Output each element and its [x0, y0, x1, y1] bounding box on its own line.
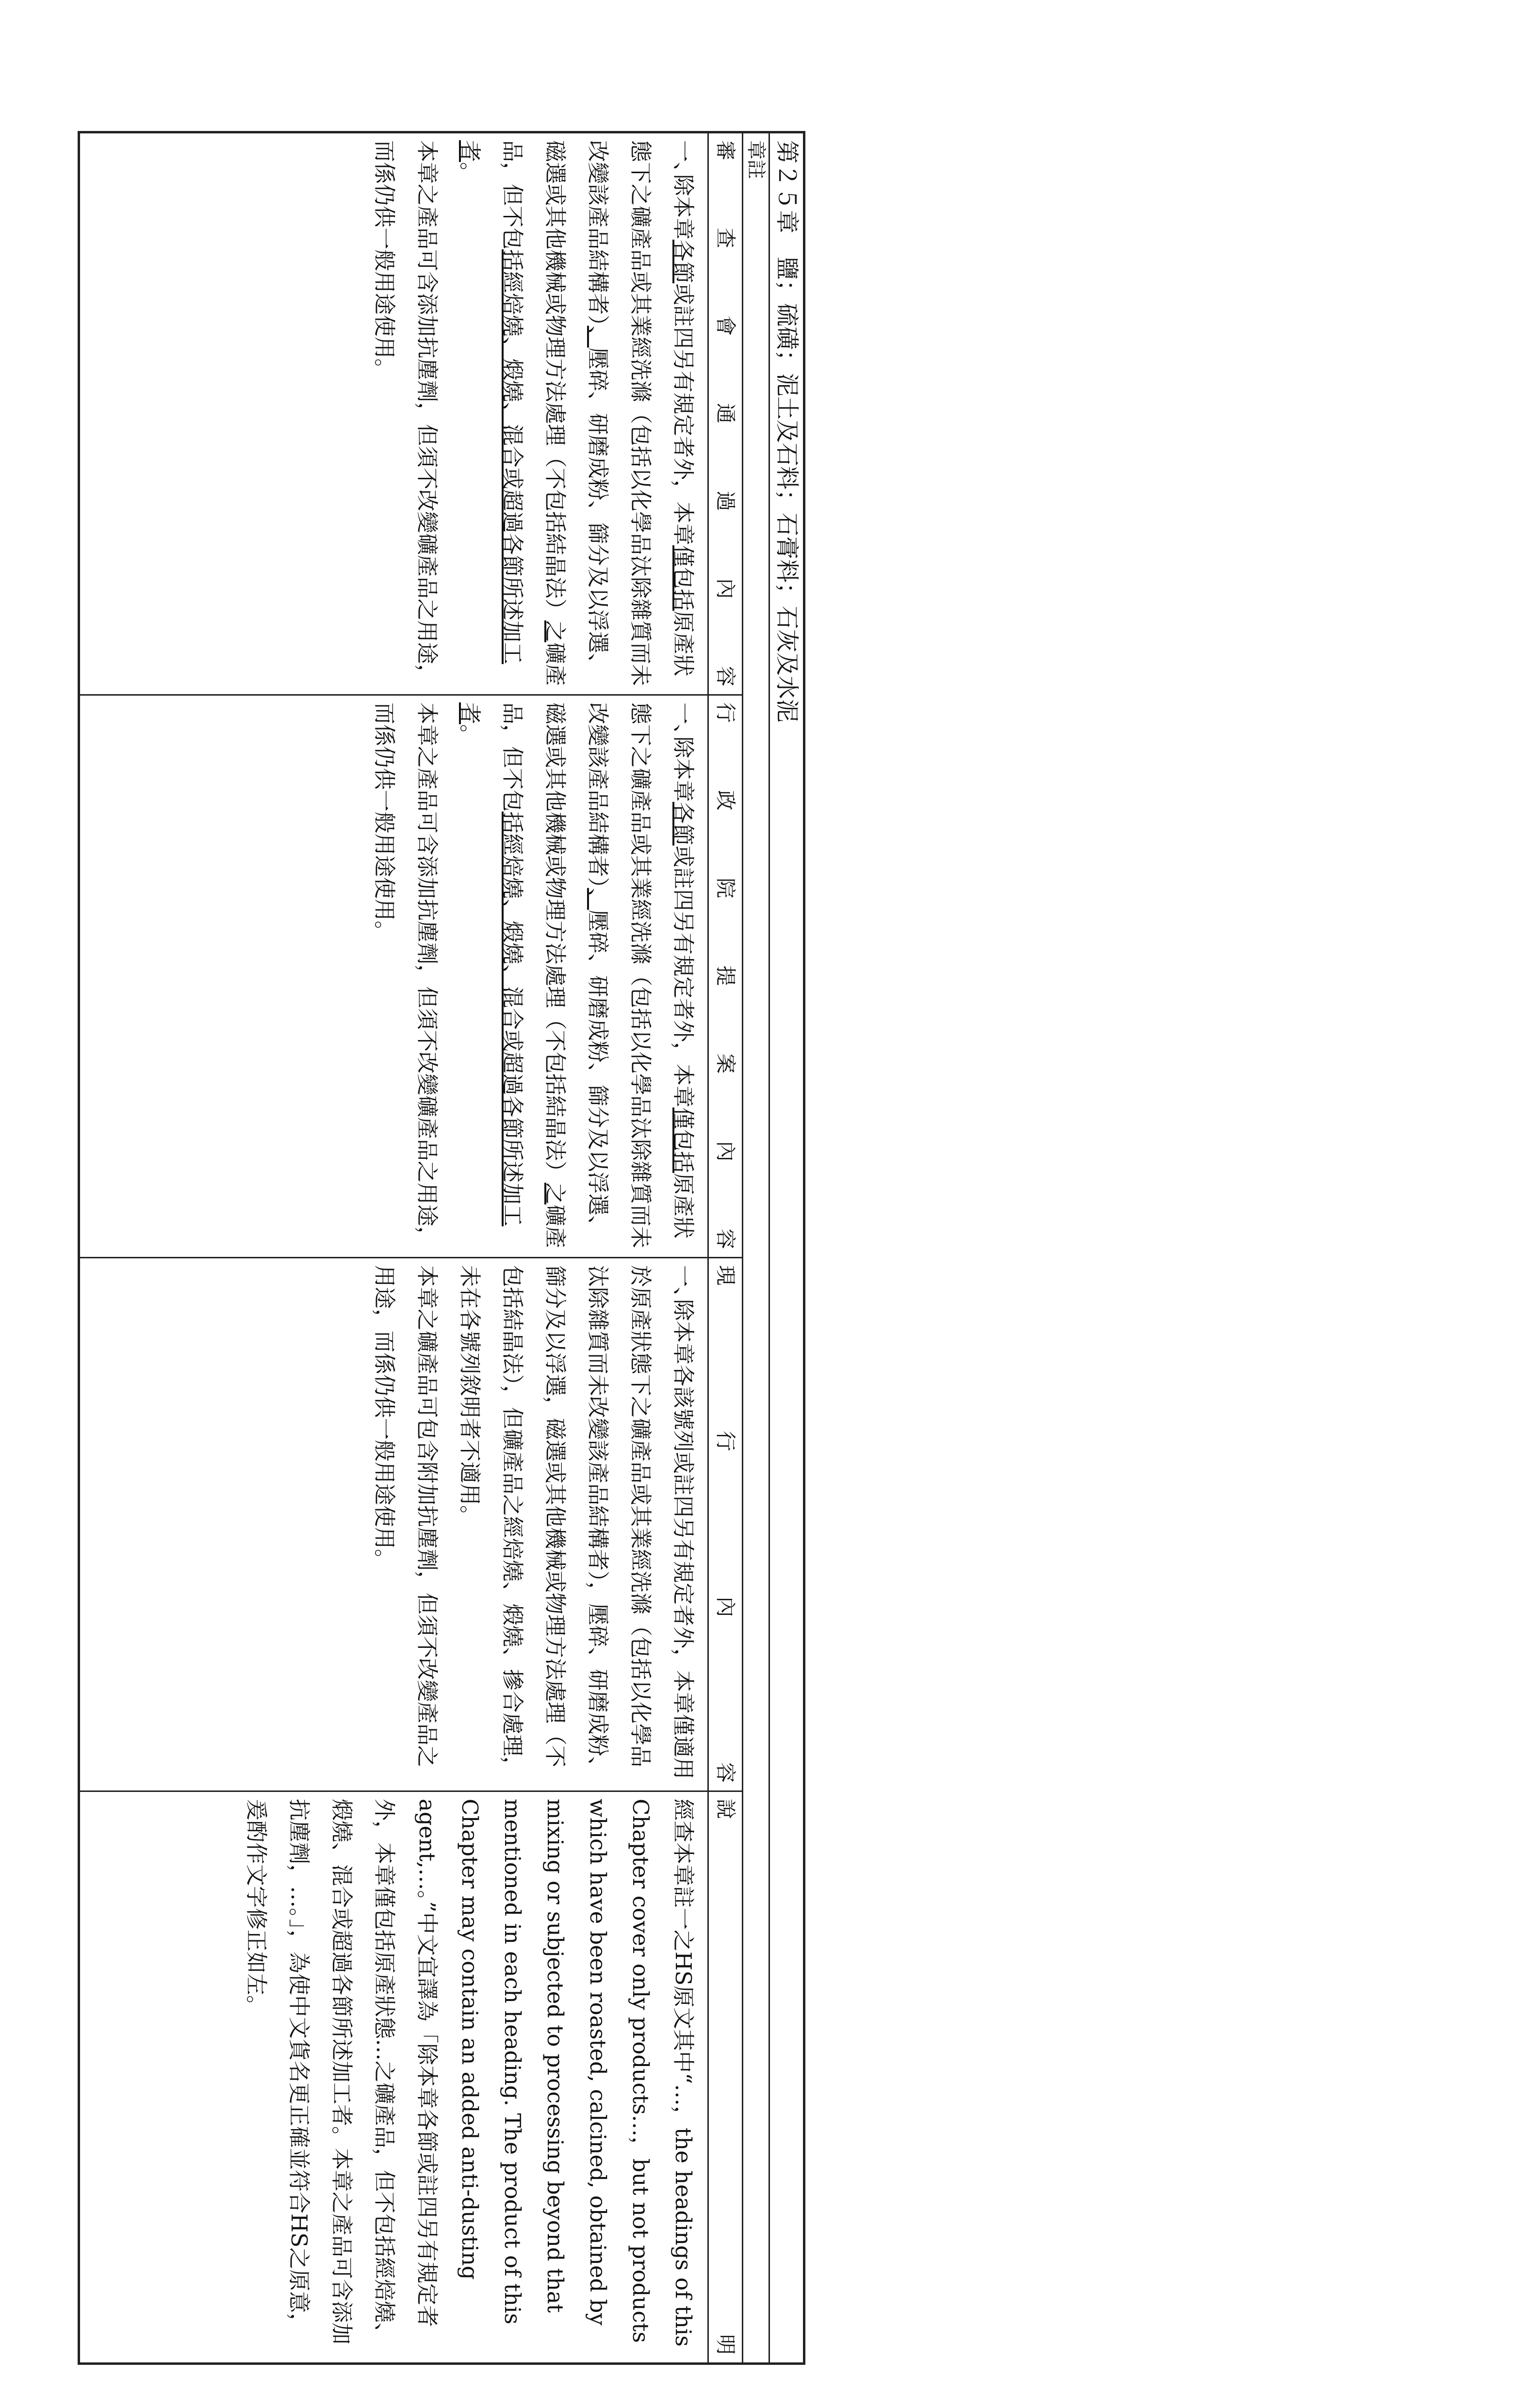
header-review: 審 查 會 通 過 內 容 — [708, 132, 743, 695]
executive-paragraph-1: 除本章各節或註四另有規定者外，本章僅包括原產狀態下之礦產品或其業經洗滌（包括以化學品汰除雜質而未改變該產品結構者）、壓碎、研磨成粉、篩分及以浮選、磁選或其他機械或物理方法處理（不包括結晶法）之礦產品，但不包括經焙燒、煅燒、混合或超過各節所述加工者。 — [457, 702, 696, 1249]
item-number: 一、 — [671, 1265, 696, 1309]
header-executive: 行 政 院 提 案 內 容 — [708, 695, 743, 1258]
rotated-page — [78, 131, 805, 2362]
current-paragraph-1: 除本章各該號列或註四另有規定者外，本章僅適用於原產狀態下之礦產品或其業經洗滌（包括以化學品汰除雜質而未改變該產品結構者），壓碎、研磨成粉、篩分及以浮選，磁選或其他機械或物理方法處理（不包括結晶法），但礦產品之經焙燒、煅燒、摻合處理，未在各號列敘明者不適用。 — [457, 1265, 696, 1780]
explanation-paragraph: 經查本章註一之HS原文其中“…，the headings of this Chapter cover only products…，but not products which have been roasted, calcined, obtained by mixing or subjected to processing beyond that mentioned in each heading. The product of this Chapter may contain an added anti-dusting agent,…。”中文宜譯為「除本章各節或註四另有規定者外，本章僅包括原產狀態…之礦產品，但不包括經焙燒、煅燒、混合或超過各節所述加工者。本章之產品可含添加抗塵劑，…。」，為使中文貨名更正確並符合HS之原意，爰酌作文字修正如左。 — [244, 1799, 696, 2347]
executive-paragraph-2: 本章之產品可含添加抗塵劑，但須不改變礦產品之用途，而係仍供一般用途使用。 — [372, 702, 440, 1249]
item-number: 一、 — [671, 140, 696, 184]
tariff-comparison-table — [78, 131, 805, 2365]
cell-executive — [79, 695, 708, 1258]
item-number: 一、 — [671, 702, 696, 747]
section-label: 章註 — [743, 132, 769, 2364]
cell-current — [79, 1258, 708, 1791]
header-current: 現 行 內 容 — [708, 1258, 743, 1791]
review-paragraph-2: 本章之產品可含添加抗塵劑，但須不改變礦產品之用途，而係仍供一般用途使用。 — [372, 140, 440, 686]
current-paragraph-2: 本章之礦產品可包含附加抗塵劑，但須不改變產品之用途，而係仍供一般用途使用。 — [372, 1265, 440, 1768]
header-explanation: 說 明 — [708, 1791, 743, 2364]
chapter-title: 第２５章 鹽；硫磺；泥土及石料；石膏料；石灰及水泥 — [769, 132, 804, 2364]
cell-review — [79, 132, 708, 695]
cell-explanation — [79, 1791, 708, 2364]
review-paragraph-1: 除本章各節或註四另有規定者外，本章僅包括原產狀態下之礦產品或其業經洗滌（包括以化學品汰除雜質而未改變該產品結構者）、壓碎、研磨成粉、篩分及以浮選、磁選或其他機械或物理方法處理（不包括結晶法）之礦產品，但不包括經焙燒、煅燒、混合或超過各節所述加工者。 — [457, 140, 696, 686]
